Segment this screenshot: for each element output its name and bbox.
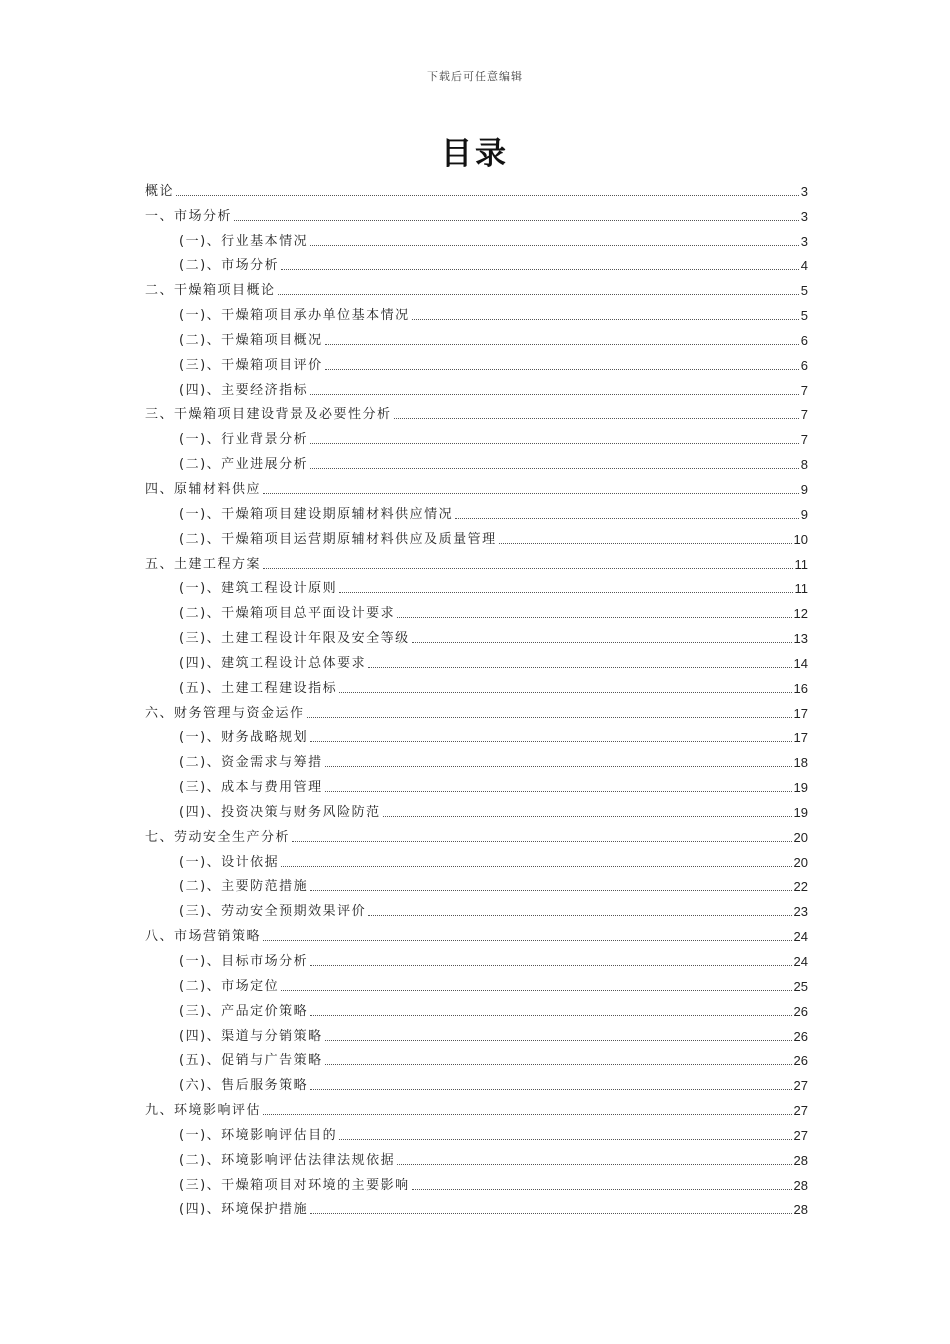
toc-dot-leader [339,592,792,593]
toc-entry[interactable] [145,574,808,599]
toc-entry-page-number: 18 [793,755,808,771]
toc-dot-leader [263,940,792,941]
toc-entry-page-number: 6 [800,357,808,373]
toc-dot-leader [234,220,799,221]
toc-entry-label: (一)、财务战略规划 [179,730,309,746]
toc-entry-page-number: 17 [793,730,808,746]
toc-entry[interactable] [145,176,808,201]
toc-entry-page-number: 27 [793,1103,808,1119]
toc-dot-leader [325,344,799,345]
toc-entry-label: (一)、行业背景分析 [179,432,309,448]
toc-entry-page-number: 3 [800,183,808,199]
toc-dot-leader [281,269,799,270]
toc-dot-leader [325,369,799,370]
toc-entry[interactable] [145,673,808,698]
toc-dot-leader [325,1064,792,1065]
toc-dot-leader [310,245,799,246]
toc-entry-page-number: 19 [793,780,808,796]
toc-entry-label: (六)、售后服务策略 [179,1078,309,1094]
toc-dot-leader [455,518,799,519]
toc-entry-label: (二)、干燥箱项目运营期原辅材料供应及质量管理 [179,531,497,547]
toc-entry-label: 一、市场分析 [145,208,233,224]
toc-entry-page-number: 7 [800,407,808,423]
toc-entry-label: (一)、干燥箱项目建设期原辅材料供应情况 [179,506,454,522]
toc-entry[interactable] [145,921,808,946]
toc-entry[interactable] [145,1046,808,1071]
toc-entry-page-number: 25 [793,978,808,994]
toc-entry-page-number: 28 [793,1202,808,1218]
toc-entry-label: (二)、干燥箱项目概况 [179,332,323,348]
toc-entry-label: (三)、干燥箱项目对环境的主要影响 [179,1177,410,1193]
toc-entry-page-number: 5 [800,283,808,299]
toc-entry-label: 七、劳动安全生产分析 [145,829,291,845]
toc-entry-label: (二)、环境影响评估法律法规依据 [179,1152,396,1168]
toc-entry-label: (一)、目标市场分析 [179,954,309,969]
toc-entry[interactable] [145,300,808,325]
toc-entry[interactable] [145,474,808,499]
toc-entry[interactable] [145,648,808,673]
toc-dot-leader [325,791,792,792]
toc-entry-label: (四)、环境保护措施 [179,1202,309,1218]
toc-entry[interactable] [145,1070,808,1095]
toc-dot-leader [412,642,792,643]
toc-entry[interactable] [145,598,808,623]
toc-entry[interactable] [145,1021,808,1046]
toc-entry-page-number: 28 [793,1152,808,1168]
toc-entry-page-number: 20 [793,854,808,870]
toc-dot-leader [310,741,791,742]
toc-entry-label: (五)、土建工程建设指标 [179,680,338,696]
toc-entry[interactable] [145,325,808,350]
toc-entry[interactable] [145,275,808,300]
toc-entry-label: 概论 [145,183,175,199]
toc-entry-label: (四)、主要经济指标 [179,382,309,398]
toc-dot-leader [310,394,799,395]
toc-entry[interactable] [145,226,808,251]
toc-entry[interactable] [145,797,808,822]
toc-entry[interactable] [145,251,808,276]
toc-entry-page-number: 28 [793,1177,808,1193]
toc-entry-page-number: 4 [800,258,808,274]
toc-entry-label: (四)、投资决策与财务风险防范 [179,804,381,820]
toc-entry-label: (四)、建筑工程设计总体要求 [179,655,367,671]
toc-dot-leader [263,1114,792,1115]
toc-entry-page-number: 7 [800,382,808,398]
toc-entry-label: (二)、资金需求与筹措 [179,755,323,771]
toc-dot-leader [368,915,791,916]
toc-dot-leader [310,1213,791,1214]
toc-entry-page-number: 5 [800,308,808,324]
toc-dot-leader [412,1189,792,1190]
toc-dot-leader [307,717,792,718]
toc-entry-label: (二)、市场分析 [179,258,280,274]
toc-entry-page-number: 17 [793,705,808,721]
toc-dot-leader [368,667,791,668]
toc-dot-leader [394,418,799,419]
toc-entry-label: (一)、设计依据 [179,854,280,870]
toc-entry[interactable] [145,499,808,524]
toc-dot-leader [339,1139,791,1140]
toc-entry-label: 八、市场营销策略 [145,929,262,945]
toc-entry[interactable] [145,400,808,425]
toc-dot-leader [412,319,799,320]
toc-entry[interactable] [145,971,808,996]
toc-dot-leader [325,1040,792,1041]
toc-entry-page-number: 16 [793,680,808,696]
toc-dot-leader [263,493,799,494]
toc-entry-label: (四)、渠道与分销策略 [179,1028,323,1044]
toc-dot-leader [310,965,791,966]
toc-entry[interactable] [145,623,808,648]
toc-entry-label: (二)、市场定位 [179,978,280,994]
toc-entry[interactable] [145,772,808,797]
toc-entry-page-number: 14 [793,655,808,671]
toc-dot-leader [310,890,791,891]
toc-entry-page-number: 13 [793,631,808,647]
toc-entry[interactable] [145,1145,808,1170]
toc-entry-label: (一)、干燥箱项目承办单位基本情况 [179,308,410,324]
toc-dot-leader [281,990,791,991]
toc-entry-page-number: 3 [800,208,808,224]
toc-entry-page-number: 20 [793,829,808,845]
toc-entry-page-number: 24 [793,929,808,945]
toc-dot-leader [310,468,799,469]
toc-entry-label: (二)、产业进展分析 [179,457,309,473]
toc-entry-label: (三)、成本与费用管理 [179,780,323,796]
toc-entry-page-number: 26 [793,1053,808,1069]
toc-entry-label: (三)、产品定价策略 [179,1003,309,1019]
toc-dot-leader [263,568,792,569]
toc-entry[interactable] [145,996,808,1021]
toc-entry-page-number: 22 [793,879,808,895]
toc-entry[interactable] [145,1095,808,1120]
toc-dot-leader [281,866,791,867]
toc-dot-leader [383,816,792,817]
toc-entry-label: 四、原辅材料供应 [145,481,262,497]
toc-entry[interactable] [145,549,808,574]
toc-entry-label: (三)、干燥箱项目评价 [179,357,323,373]
toc-entry-label: (二)、干燥箱项目总平面设计要求 [179,606,396,622]
toc-entry-page-number: 26 [793,1028,808,1044]
toc-dot-leader [310,1015,791,1016]
toc-entry-page-number: 19 [793,804,808,820]
toc-entry[interactable] [145,946,808,971]
toc-dot-leader [499,543,792,544]
toc-entry-page-number: 11 [794,556,808,572]
toc-dot-leader [278,294,799,295]
toc-entry[interactable] [145,201,808,226]
toc-title: 目录 [441,136,509,172]
header-note: 下载后可任意编辑 [427,70,523,83]
toc-entry-label: (一)、行业基本情况 [179,233,309,249]
toc-dot-leader [339,692,791,693]
toc-entry-page-number: 24 [793,954,808,969]
toc-entry[interactable] [145,698,808,723]
toc-entry[interactable] [145,847,808,872]
toc-dot-leader [176,195,799,196]
toc-entry-page-number: 27 [793,1078,808,1094]
toc-entry[interactable] [145,424,808,449]
toc-entry-label: 三、干燥箱项目建设背景及必要性分析 [145,407,392,423]
toc-entry-label: (五)、促销与广告策略 [179,1053,323,1069]
toc-entry[interactable] [145,350,808,375]
toc-entry[interactable] [145,723,808,748]
toc-entry-page-number: 11 [794,581,808,597]
toc-entry-page-number: 10 [793,531,808,547]
toc-entry[interactable] [145,524,808,549]
toc-entry-label: 五、土建工程方案 [145,556,262,572]
toc-entry[interactable] [145,375,808,400]
toc-entry-page-number: 8 [800,457,808,473]
toc-entry-label: (一)、建筑工程设计原则 [179,581,338,597]
toc-entry-label: 二、干燥箱项目概论 [145,283,276,299]
toc-entry-page-number: 23 [793,904,808,920]
toc-entry-page-number: 27 [793,1127,808,1143]
toc-entry-page-number: 9 [800,506,808,522]
toc-entry-page-number: 12 [793,606,808,622]
toc-entry[interactable] [145,1195,808,1220]
toc-list [145,176,808,1219]
toc-entry[interactable] [145,1170,808,1195]
toc-entry-page-number: 9 [800,481,808,497]
toc-entry[interactable] [145,449,808,474]
toc-entry-label: (三)、土建工程设计年限及安全等级 [179,631,410,647]
toc-entry-page-number: 3 [800,233,808,249]
toc-dot-leader [310,443,799,444]
toc-entry[interactable] [145,747,808,772]
toc-dot-leader [310,1089,791,1090]
toc-entry-label: (一)、环境影响评估目的 [179,1127,338,1143]
toc-entry-label: 九、环境影响评估 [145,1103,262,1119]
toc-entry[interactable] [145,896,808,921]
toc-entry-page-number: 6 [800,332,808,348]
toc-dot-leader [292,841,792,842]
toc-entry[interactable] [145,872,808,897]
toc-entry-label: 六、财务管理与资金运作 [145,705,305,721]
toc-entry[interactable] [145,822,808,847]
toc-entry-page-number: 7 [800,432,808,448]
toc-dot-leader [397,617,791,618]
toc-dot-leader [325,766,792,767]
toc-entry-page-number: 26 [793,1003,808,1019]
toc-dot-leader [397,1164,791,1165]
toc-entry-label: (二)、主要防范措施 [179,879,309,895]
toc-entry[interactable] [145,1120,808,1145]
toc-entry-label: (三)、劳动安全预期效果评价 [179,904,367,920]
